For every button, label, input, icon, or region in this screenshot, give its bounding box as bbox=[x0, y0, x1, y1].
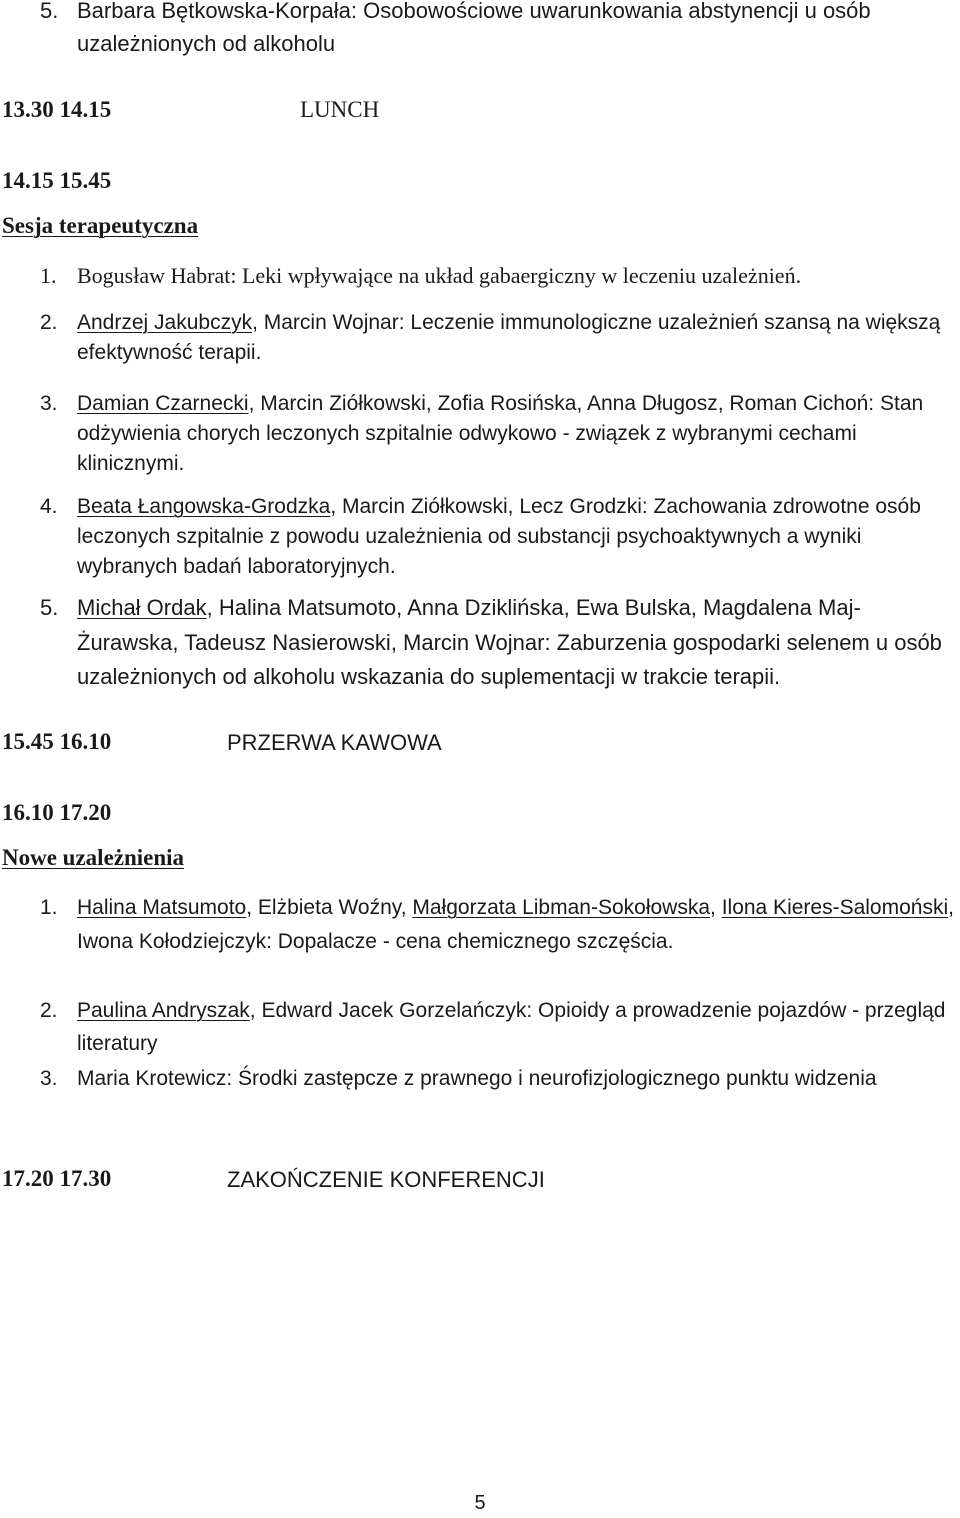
session-title: Sesja terapeutyczna bbox=[2, 213, 199, 238]
list-text bbox=[77, 591, 956, 695]
item-details: , Marcin Wojnar: Leczenie immunologiczne uzależnień szansą na większą efektywność terapii. bbox=[77, 311, 941, 364]
list-text: Maria Krotewicz: Środki zastępcze z prawnego i neurofizjologicznego punktu widzenia bbox=[77, 1067, 877, 1090]
author-name: Beata Łangowska-Grodzka bbox=[77, 495, 331, 518]
list-number: 1. bbox=[40, 896, 58, 919]
list-number: 3. bbox=[40, 1067, 58, 1090]
list-text bbox=[77, 389, 956, 479]
list-number: 5. bbox=[40, 0, 59, 23]
list-text bbox=[77, 994, 956, 1060]
list-number: 2. bbox=[40, 311, 58, 334]
time-slot: 15.45 16.10 bbox=[2, 729, 112, 754]
time-slot: 16.10 17.20 bbox=[2, 800, 112, 825]
lunch-label: LUNCH bbox=[300, 97, 380, 122]
author-name: Ilona Kieres-Salomoński bbox=[721, 896, 949, 919]
list-text bbox=[77, 308, 956, 368]
author-name: Małgorzata Libman-Sokołowska bbox=[412, 896, 711, 919]
item-details: , Marcin Ziółkowski, Lecz Grodzki: Zachowania zdrowotne osób leczonych szpitalnie z powodu uzależnienia od substancji psychoaktywnych a wyniki wybranych badań laboratoryjnych. bbox=[77, 495, 921, 578]
item-details: , bbox=[710, 896, 722, 919]
list-number: 5. bbox=[40, 595, 59, 620]
list-text bbox=[77, 492, 956, 582]
list-text: Bogusław Habrat: Leki wpływające na układ gabaergiczny w leczeniu uzależnień. bbox=[77, 263, 802, 288]
author-name: Halina Matsumoto bbox=[77, 896, 247, 919]
author-name: Damian Czarnecki bbox=[77, 392, 249, 415]
coffee-break-label: PRZERWA KAWOWA bbox=[227, 730, 442, 755]
item-details: , Halina Matsumoto, Anna Dziklińska, Ewa Bulska, Magdalena Maj-Żurawska, Tadeusz Nasierowski, Marcin Wojnar: Zaburzenia gospodarki selenem u osób uzależnionych od alkoholu wskazania do suplementacji w trakcie terapii. bbox=[77, 595, 942, 689]
list-number: 2. bbox=[40, 999, 58, 1022]
list-number: 1. bbox=[40, 263, 57, 288]
list-text bbox=[77, 891, 956, 958]
list-number: 3. bbox=[40, 392, 58, 415]
item-details: , Iwona Kołodziejczyk: Dopalacze - cena chemicznego szczęścia. bbox=[77, 896, 954, 953]
time-slot: 13.30 14.15 bbox=[2, 97, 112, 122]
author-name: Michał Ordak bbox=[77, 595, 207, 620]
list-number: 4. bbox=[40, 495, 58, 518]
author-name: Andrzej Jakubczyk bbox=[77, 311, 253, 334]
time-slot: 14.15 15.45 bbox=[2, 168, 112, 193]
list-text: Barbara Bętkowska-Korpała: Osobowościowe uwarunkowania abstynencji u osób uzależnionych od alkoholu bbox=[77, 0, 871, 56]
item-details: , Marcin Ziółkowski, Zofia Rosińska, Anna Długosz, Roman Cichoń: Stan odżywienia chorych leczonych szpitalnie odwykowo - związek z wybranymi cechami klinicznymi. bbox=[77, 392, 924, 475]
item-details: , Elżbieta Woźny, bbox=[246, 896, 413, 919]
author-name: Paulina Andryszak bbox=[77, 999, 250, 1022]
time-slot: 17.20 17.30 bbox=[2, 1166, 112, 1191]
closing-label: ZAKOŃCZENIE KONFERENCJI bbox=[227, 1167, 545, 1192]
item-details: , Edward Jacek Gorzelańczyk: Opioidy a prowadzenie pojazdów - przegląd literatury bbox=[77, 999, 946, 1055]
page-number: 5 bbox=[474, 1492, 486, 1514]
session-title: Nowe uzależnienia bbox=[2, 845, 185, 870]
